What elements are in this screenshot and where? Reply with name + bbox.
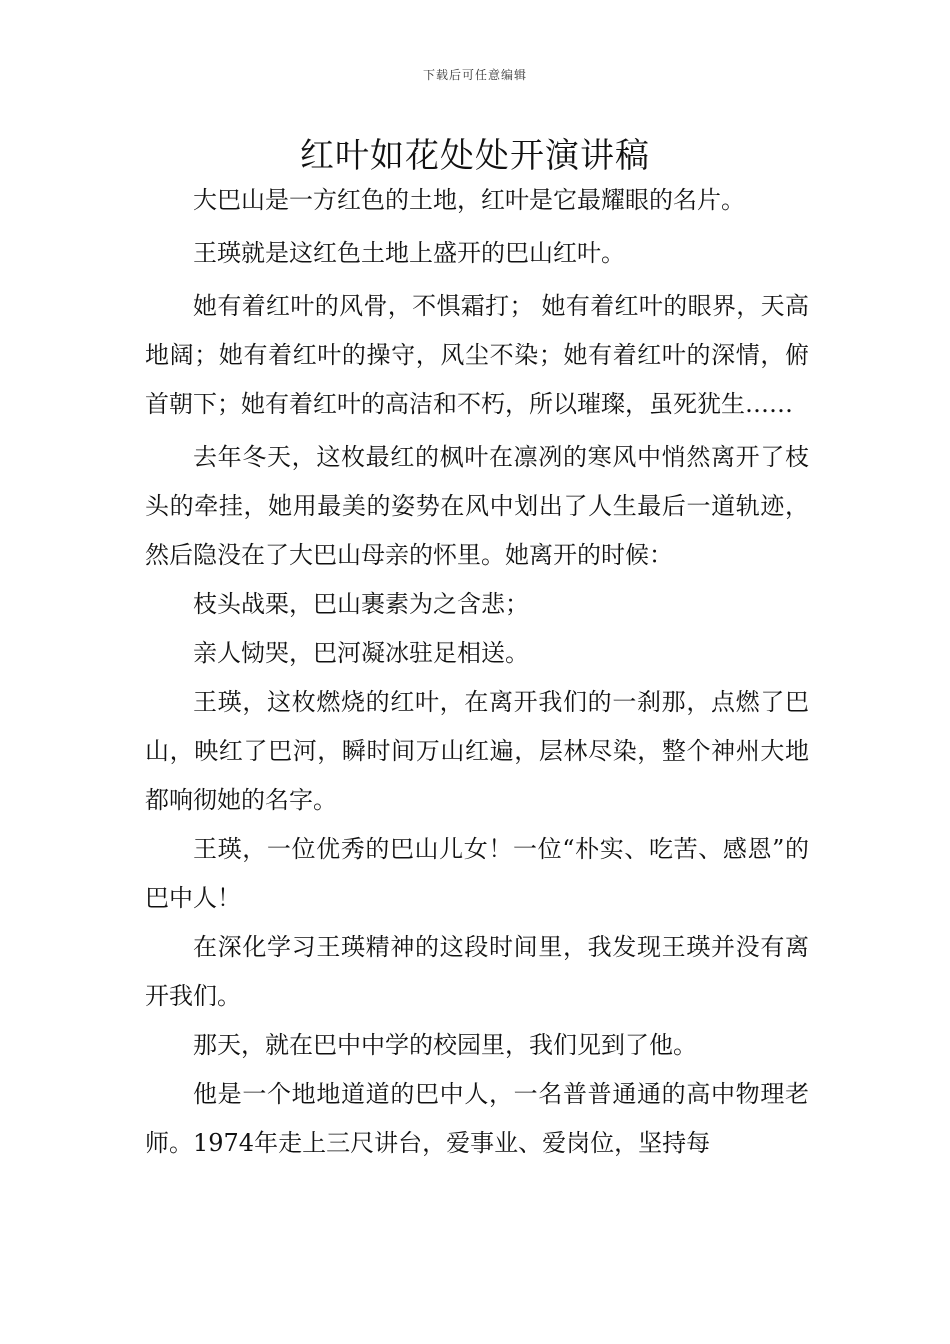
page-title: 红叶如花处处开演讲稿 <box>300 136 650 176</box>
paragraph: 王瑛，一位优秀的巴山儿女！一位“朴实、吃苦、感恩”的巴中人！ <box>145 835 809 912</box>
paragraph: 去年冬天，这枚最红的枫叶在凛冽的寒风中悄然离开了枝头的牵挂，她用最美的姿势在风中划出了人生最后一道轨迹，然后隐没在了大巴山母亲的怀里。她离开的时候： <box>145 443 809 569</box>
paragraph: 王瑛，这枚燃烧的红叶，在离开我们的一刹那，点燃了巴山，映红了巴河，瞬时间万山红遍，层林尽染，整个神州大地都响彻她的名字。 <box>145 688 809 814</box>
paragraph: 大巴山是一方红色的土地，红叶是它最耀眼的名片。 <box>193 186 745 214</box>
paragraph: 她有着红叶的风骨，不惧霜打； 她有着红叶的眼界，天高地阔；她有着红叶的操守，风尘不染；她有着红叶的深情，俯首朝下；她有着红叶的高洁和不朽，所以璀璨，虽死犹生…… <box>145 292 809 418</box>
paragraph: 他是一个地地道道的巴中人，一名普普通通的高中物理老师。1974年走上三尺讲台，爱事业、爱岗位，坚持每 <box>145 1080 809 1157</box>
paragraph: 亲人恸哭，巴河凝冰驻足相送。 <box>193 639 529 667</box>
header-note: 下载后可任意编辑 <box>422 68 527 82</box>
paragraph: 王瑛就是这红色土地上盛开的巴山红叶。 <box>193 239 625 267</box>
body-text <box>145 176 809 1168</box>
paragraph: 枝头战栗，巴山裹素为之含悲； <box>193 590 529 618</box>
paragraph: 那天，就在巴中中学的校园里，我们见到了他。 <box>193 1031 697 1059</box>
paragraph: 在深化学习王瑛精神的这段时间里，我发现王瑛并没有离开我们。 <box>145 933 809 1010</box>
